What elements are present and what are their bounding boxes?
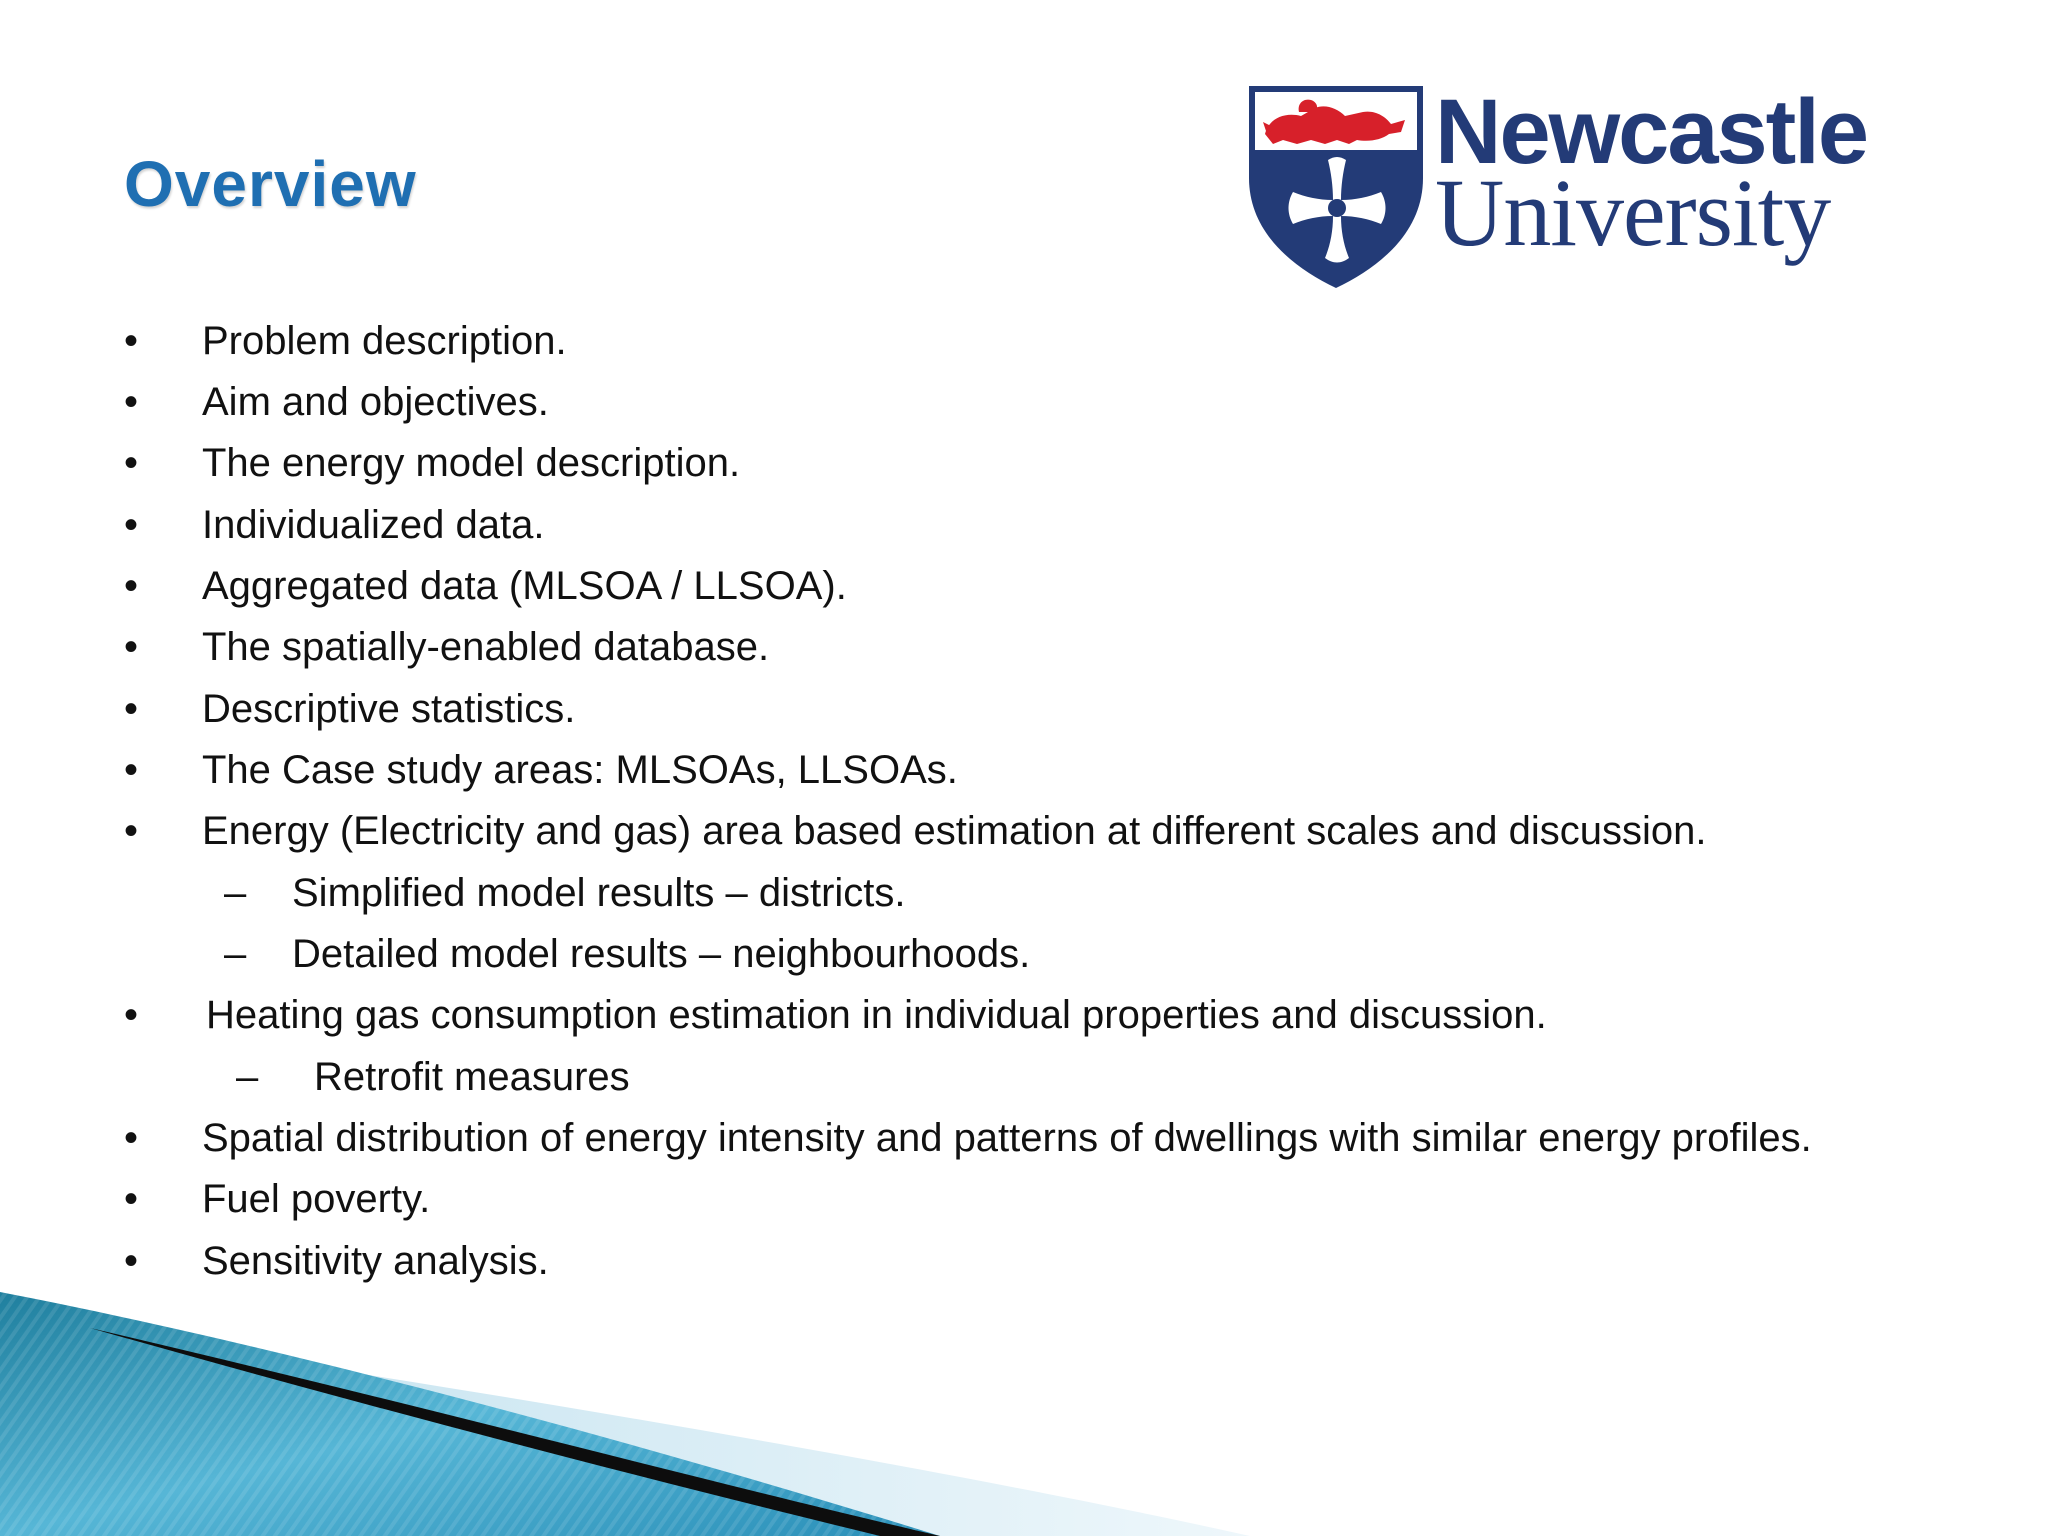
bullet-text: Detailed model results – neighbourhoods.: [292, 932, 1031, 976]
bullet-text: Retrofit measures: [314, 1055, 630, 1099]
bullet-text: The energy model description.: [202, 441, 741, 485]
bullet-marker: •: [124, 1116, 139, 1160]
bullet-text: Problem description.: [202, 319, 567, 363]
logo-wordmark-university: University: [1435, 159, 1831, 266]
bullet-marker: •: [124, 503, 139, 547]
bullet-text: The Case study areas: MLSOAs, LLSOAs.: [202, 748, 958, 792]
dash-marker: –: [224, 932, 247, 976]
bullet-text: Heating gas consumption estimation in individual properties and discussion.: [206, 993, 1547, 1037]
bullet-text: Individualized data.: [202, 503, 545, 547]
bullet-marker: •: [124, 441, 139, 485]
bullet-marker: •: [124, 809, 139, 853]
bullet-marker: •: [124, 380, 139, 424]
bullet-text: Sensitivity analysis.: [202, 1239, 549, 1283]
bullet-marker: •: [124, 993, 139, 1037]
decorative-swoosh: [0, 1280, 2048, 1536]
bullet-text: Aim and objectives.: [202, 380, 549, 424]
bullet-marker: •: [124, 687, 139, 731]
bullet-marker: •: [124, 319, 139, 363]
bullet-marker: •: [124, 1239, 139, 1283]
logo-wordmark-newcastle: Newcastle: [1435, 81, 1868, 183]
bullet-text: Simplified model results – districts.: [292, 871, 906, 915]
bullet-marker: •: [124, 564, 139, 608]
bullet-marker: •: [124, 625, 139, 669]
dash-marker: –: [236, 1055, 259, 1099]
bullet-text: The spatially-enabled database.: [202, 625, 770, 669]
dash-marker: –: [224, 871, 247, 915]
bullet-text: Fuel poverty.: [202, 1177, 431, 1221]
bullet-marker: •: [124, 1177, 139, 1221]
bullet-text: Energy (Electricity and gas) area based estimation at different scales and discussion.: [202, 809, 1707, 853]
bullet-marker: •: [124, 748, 139, 792]
bullet-text: Aggregated data (MLSOA / LLSOA).: [202, 564, 847, 608]
bullet-text: Descriptive statistics.: [202, 687, 576, 731]
slide-title: Overview: [124, 148, 417, 220]
bullet-text: Spatial distribution of energy intensity and patterns of dwellings with similar energy profiles.: [202, 1116, 1812, 1160]
